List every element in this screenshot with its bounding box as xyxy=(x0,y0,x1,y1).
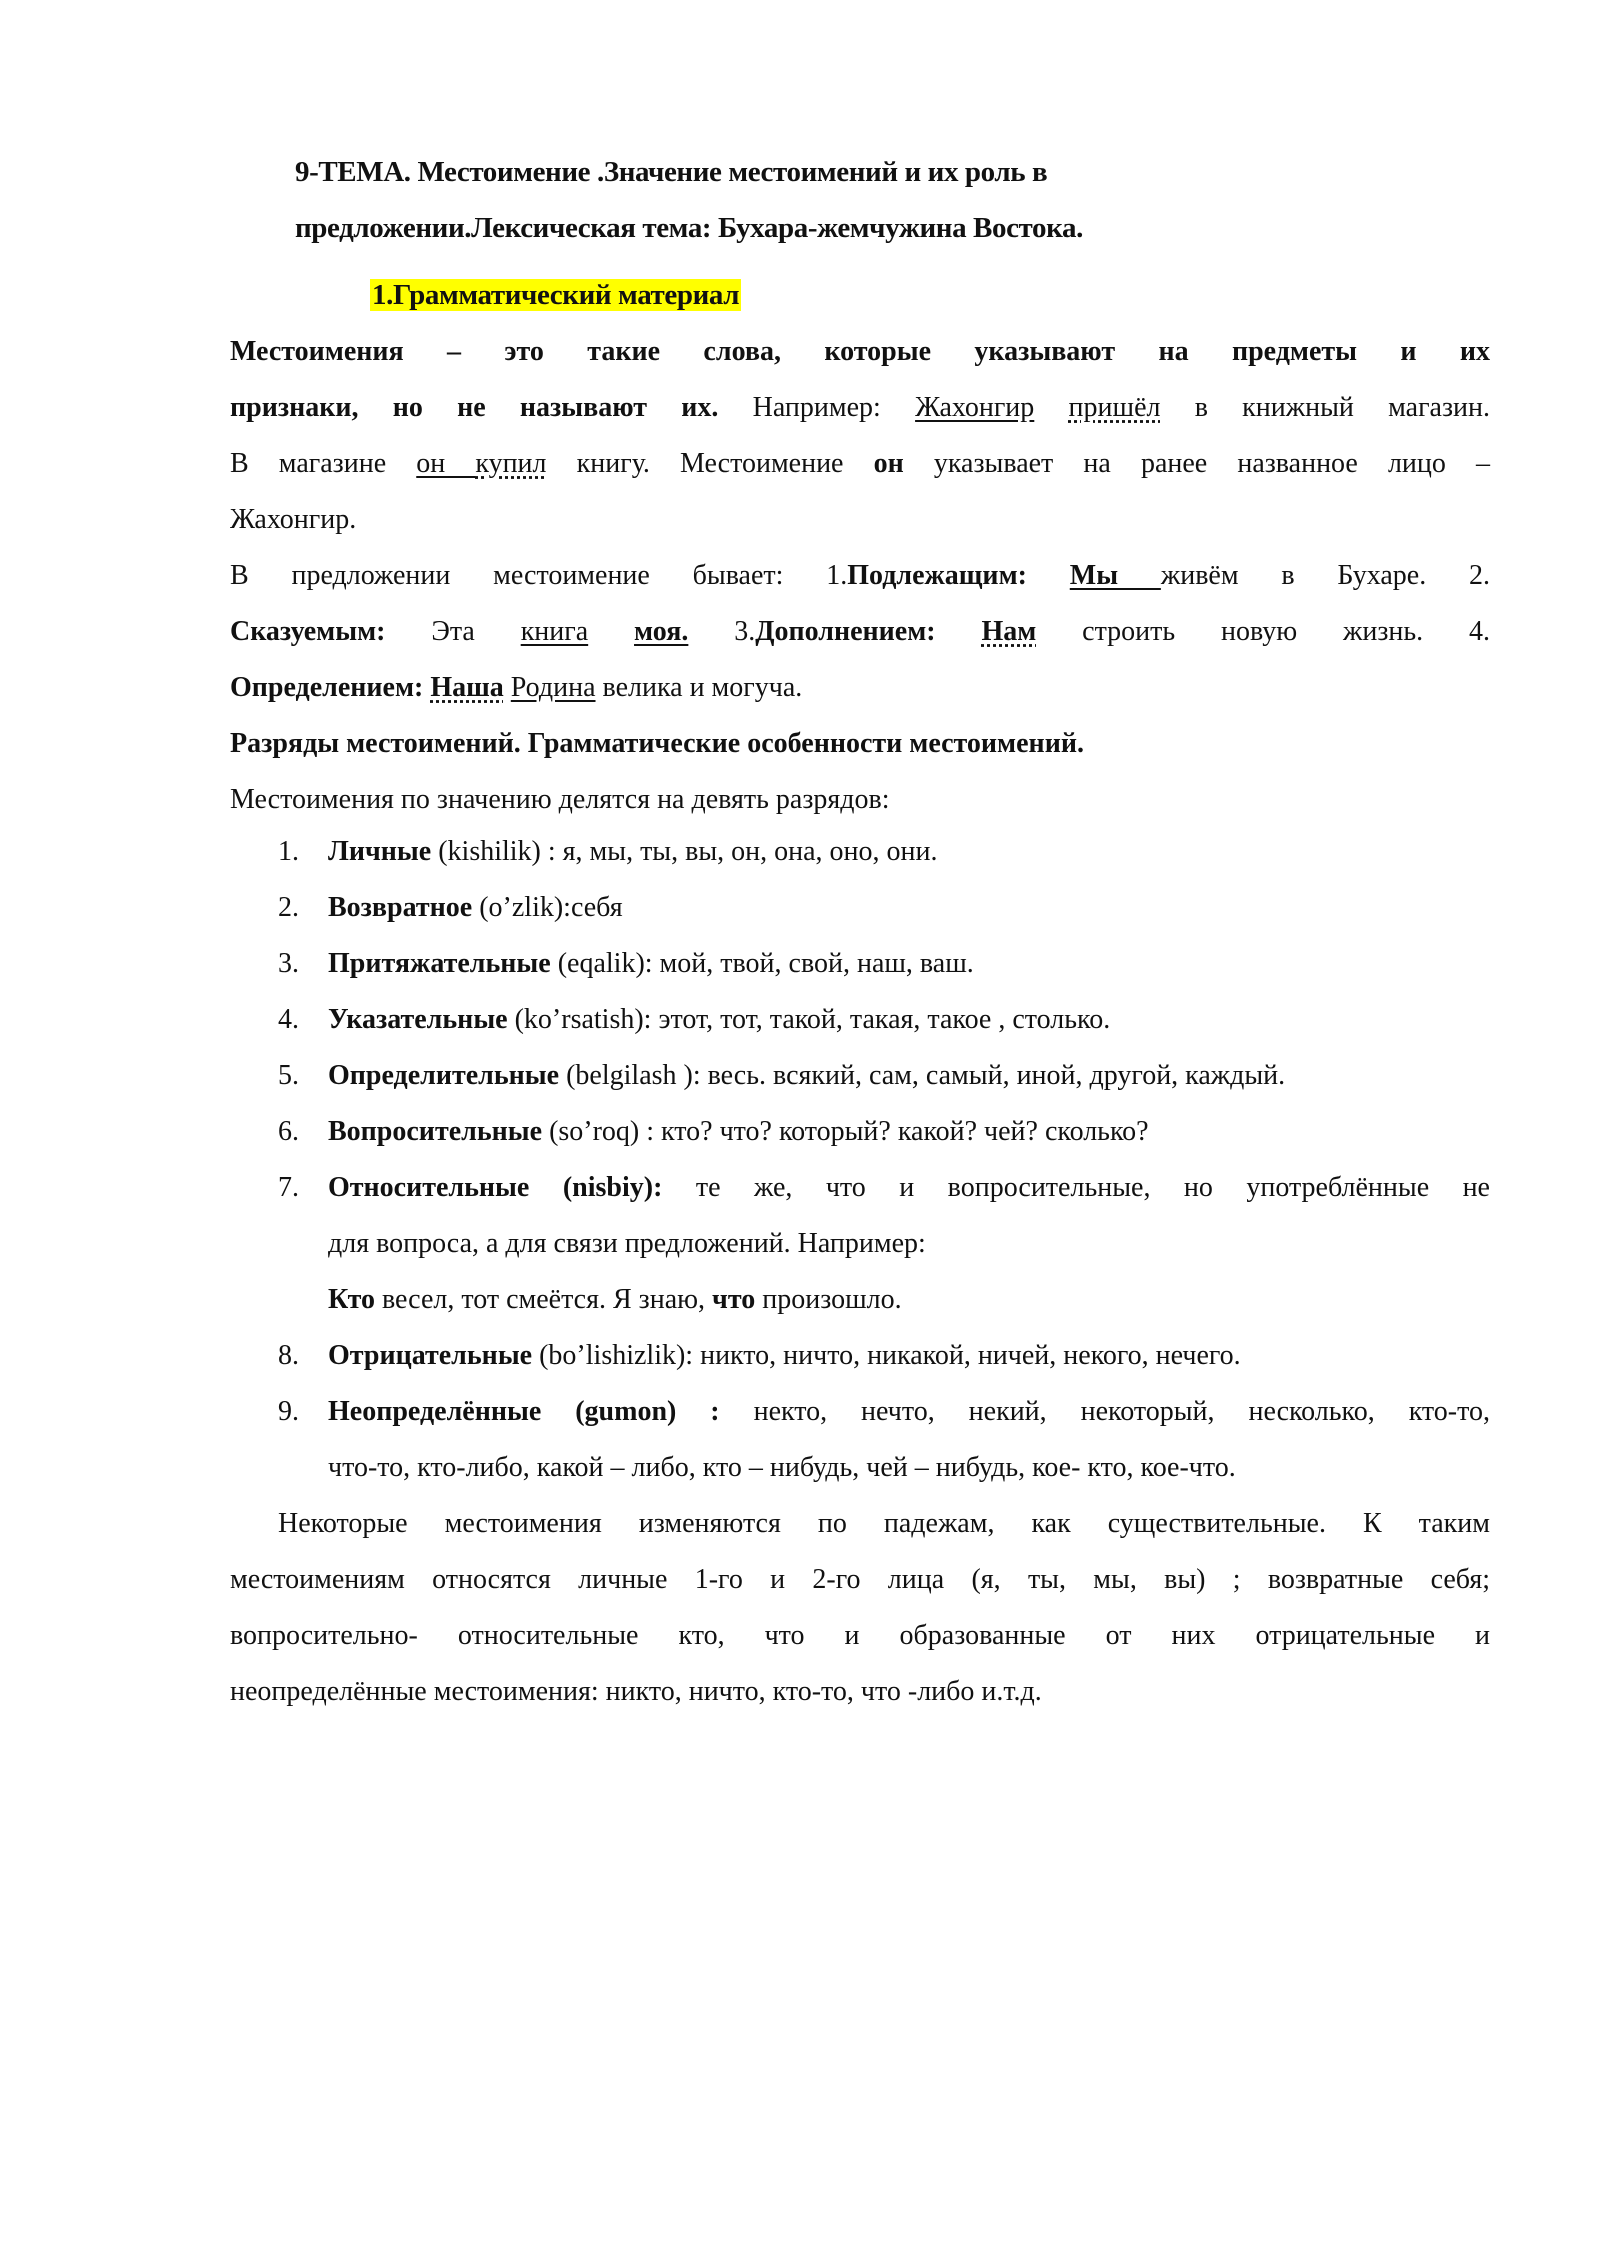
list-number: 6. xyxy=(278,1116,299,1147)
example-line3-b: книгу. Местоимение xyxy=(546,448,874,479)
roles-line-3 xyxy=(230,660,1490,716)
category-name-uz: (nisbiy): xyxy=(529,1172,663,1203)
list-number: 1. xyxy=(278,836,299,867)
final-line-4: неопределённые местоимения: никто, ничто, кто-то, что -либо и.т.д. xyxy=(230,1676,1042,1707)
list-item xyxy=(230,880,1490,936)
roles-f: строить новую жизнь. 4. xyxy=(1036,616,1491,647)
category-details: (eqalik): мой, твой, свой, наш, ваш. xyxy=(550,948,974,979)
example-on: он xyxy=(416,448,476,479)
category-continuation: что-то, кто-либо, какой – либо, кто – нибудь, чей – нибудь, кое- кто, кое-что. xyxy=(328,1452,1236,1483)
category-name: Отрицательные xyxy=(328,1340,533,1371)
roles-my: Мы xyxy=(1069,560,1161,591)
categories-intro: Местоимения по значению делятся на девять разрядов: xyxy=(230,784,890,815)
title-line-2: предложении.Лексическая тема: Бухара-жемчужина Востока. xyxy=(295,212,1083,244)
category-example xyxy=(328,1272,1490,1328)
example-line3-c: указывает на ранее названное лицо – xyxy=(903,448,1491,479)
list-item xyxy=(230,1384,1490,1496)
list-item xyxy=(230,1104,1490,1160)
category-details: (bo’lishizlik): никто, ничто, никакой, ничей, некого, нечего. xyxy=(532,1340,1241,1371)
list-item xyxy=(230,992,1490,1048)
roles-nasha: Наша xyxy=(430,672,504,703)
roles-d xyxy=(588,616,634,647)
categories-heading-text: Разряды местоимений. Грамматические особенности местоимений. xyxy=(230,728,1084,759)
roles-a: В предложении местоимение бывает: 1. xyxy=(230,560,848,591)
example-kto: Кто xyxy=(328,1284,375,1315)
list-number: 4. xyxy=(278,1004,299,1035)
category-name: Вопросительные xyxy=(328,1116,543,1147)
list-item xyxy=(230,1328,1490,1384)
definition-bold-1: Местоимения – это такие слова, которые указывают на предметы и их xyxy=(230,336,1490,367)
example-label: Например: xyxy=(718,392,916,423)
list-number: 8. xyxy=(278,1340,299,1371)
final-l1-text: Некоторые местоимения изменяются по падежам, как существительные. К таким xyxy=(278,1508,1490,1539)
category-name: Личные xyxy=(328,836,432,867)
final-line-2: местоимениям относятся личные 1-го и 2-го лица (я, ты, мы, вы) ; возвратные себя; xyxy=(230,1564,1490,1595)
categories-heading xyxy=(230,716,1490,772)
predicate-label: Сказуемым: xyxy=(230,616,386,647)
definition-line-2 xyxy=(230,380,1490,436)
category-name: Определительные xyxy=(328,1060,560,1091)
list-number: 2. xyxy=(278,892,299,923)
subject-label: Подлежащим: xyxy=(847,560,1027,591)
example-rest: в книжный магазин. xyxy=(1160,392,1491,423)
category-details: (ko’rsatish): этот, тот, такой, такая, такое , столько. xyxy=(507,1004,1111,1035)
example-line3-a: В магазине xyxy=(230,448,417,479)
roles-b: живём в Бухаре. 2. xyxy=(1160,560,1491,591)
category-details: (belgilash ): весь. всякий, сам, самый, иной, другой, каждый. xyxy=(559,1060,1286,1091)
list-number: 5. xyxy=(278,1060,299,1091)
definition-line-1 xyxy=(230,324,1490,380)
definition-line-3 xyxy=(230,436,1490,492)
roles-nam: Нам xyxy=(981,616,1037,647)
category-name: Неопределённые xyxy=(328,1396,542,1427)
category-name: Возвратное xyxy=(328,892,473,923)
roles-c: Эта xyxy=(385,616,521,647)
definition-line-4: Жахонгир. xyxy=(230,504,357,535)
category-name-uz: (gumon) : xyxy=(541,1396,720,1427)
example-chto: что xyxy=(712,1284,756,1315)
list-item xyxy=(230,824,1490,880)
list-item xyxy=(230,1048,1490,1104)
list-number: 3. xyxy=(278,948,299,979)
title-line-1: 9-ТЕМА. Местоимение .Значение местоимений и их роль в xyxy=(295,156,1048,188)
list-number: 9. xyxy=(278,1396,299,1427)
roles-line-2 xyxy=(230,604,1490,660)
category-details: те же, что и вопросительные, но употреблённые не xyxy=(662,1172,1490,1203)
example-verb: пришёл xyxy=(1068,392,1161,423)
example-name: Жахонгир xyxy=(915,392,1035,423)
category-name: Притяжательные xyxy=(328,948,551,979)
roles-e: 3. xyxy=(688,616,756,647)
list-item xyxy=(230,1160,1490,1328)
example-a: весел, тот смеётся. Я знаю, xyxy=(375,1284,713,1315)
highlighted-heading: 1.Грамматический материал xyxy=(372,279,740,311)
bold-on: он xyxy=(873,448,904,479)
roles-rodina: Родина xyxy=(510,672,596,703)
category-details: некто, нечто, некий, некоторый, несколько, кто-то, xyxy=(719,1396,1490,1427)
category-name: Указательные xyxy=(328,1004,508,1035)
definition-bold-2: признаки, но не называют их. xyxy=(230,392,719,423)
category-details: (o’zlik):себя xyxy=(472,892,623,923)
category-continuation: для вопроса, а для связи предложений. Например: xyxy=(328,1228,926,1259)
roles-kniga: книга xyxy=(520,616,589,647)
example-b: произошло. xyxy=(755,1284,902,1315)
category-details: (kishilik) : я, мы, ты, вы, он, она, оно, они. xyxy=(431,836,938,867)
list-item xyxy=(230,936,1490,992)
list-number: 7. xyxy=(278,1172,299,1203)
roles-g: велика и могуча. xyxy=(595,672,803,703)
object-label: Дополнением: xyxy=(755,616,936,647)
final-line-1 xyxy=(230,1496,1490,1552)
category-name: Относительные xyxy=(328,1172,530,1203)
roles-moya: моя. xyxy=(634,616,689,647)
attribute-label: Определением: xyxy=(230,672,424,703)
final-line-3: вопросительно- относительные кто, что и образованные от них отрицательные и xyxy=(230,1620,1490,1651)
example-kupil: купил xyxy=(475,448,547,479)
roles-line-1 xyxy=(230,548,1490,604)
section-heading xyxy=(370,272,741,318)
category-details: (so’roq) : кто? что? который? какой? чей? сколько? xyxy=(542,1116,1149,1147)
pronoun-categories-list xyxy=(230,824,1490,1496)
